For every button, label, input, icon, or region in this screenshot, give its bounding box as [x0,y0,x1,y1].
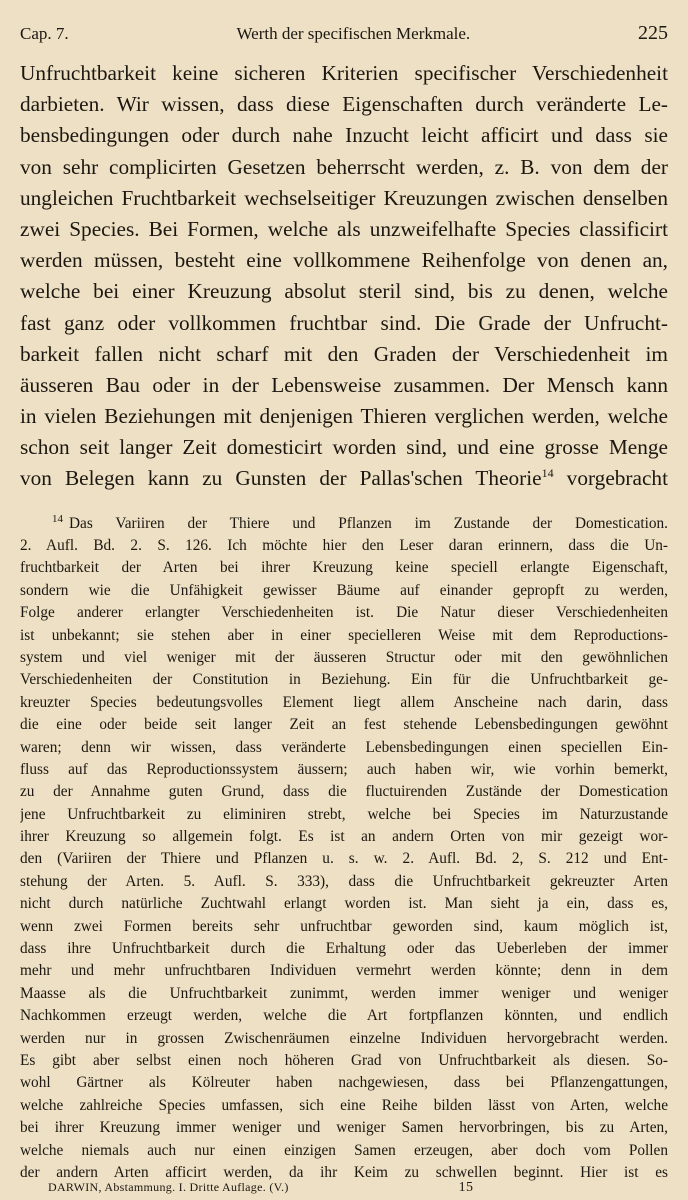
footnote-line [20,580,668,602]
footnote-line [20,893,668,915]
footnote-line [20,692,668,714]
text-line-content: von sehr complicirten Gesetzen beherrscht werden, z. B. von dem der [20,154,668,179]
footnote-line-content: zu der Annahme guten Grund, dass die fluctuirenden Zustände der Domestication [20,783,668,801]
footnote-line-content: nicht durch natürliche Zuchtwahl erlangt worden ist. Man sieht ja ein, dass es, [20,895,668,913]
footnote-line [20,625,668,647]
text-line-content: bensbedingungen oder durch nahe Inzucht leicht afficirt und dass sie [20,123,668,148]
footnote-line-content: 2. Aufl. Bd. 2. S. 126. Ich möchte hier den Leser daran erinnern, dass die Un- [20,537,668,555]
footnote-line [20,983,668,1005]
footnote-line [20,960,668,982]
footnote-line-content: wohl Gärtner als Kölreuter haben nachgewiesen, dass bei Pflanzengattungen, [20,1074,668,1092]
text-line-continuation: vorgebracht [566,466,668,491]
text-line [20,401,668,432]
text-line [20,183,668,214]
footnote-line [20,938,668,960]
text-line [20,276,668,307]
text-line [20,58,668,89]
footnote-line [20,871,668,893]
footnote-line [20,513,668,535]
footnote-line [20,1050,668,1072]
footnote-line [20,1095,668,1117]
footnote-line [20,535,668,557]
footnote-line-content: waren; denn wir wissen, dass veränderte Lebensbedingungen einen speciellen Ein- [20,738,668,756]
text-line-content: äusseren Bau oder in der Lebensweise zusammen. Der Mensch kann [20,372,668,397]
text-line [20,432,668,463]
footnote-line-content: den (Variiren der Thiere und Pflanzen u. s. w. 2. Aufl. Bd. 2, S. 212 und Ent- [20,850,668,868]
text-line [20,370,668,401]
footnote-reference: 14 [541,466,554,481]
text-line [20,308,668,339]
text-line-content: Unfruchtbarkeit keine sicheren Kriterien specifischer Verschiedenheit [20,61,668,85]
text-line [20,214,668,245]
footnote-line [20,759,668,781]
text-line-content: in vielen Beziehungen mit denjenigen Thieren verglichen werden, welche [20,404,668,429]
running-header [20,22,668,56]
footnote-number: 14 [52,512,63,525]
text-line [20,120,668,151]
text-line [20,339,668,370]
footnote-line-content: wenn zwei Formen bereits sehr unfruchtbar geworden sind, kaum möglich ist, [20,917,668,935]
footnote-line-content: system und viel weniger mit der äusseren Structur oder mit den gewöhnlichen [20,648,668,666]
footnote-line-content: bei ihrer Kreuzung immer weniger und weniger Samen hervorbringen, bis zu Arten, [20,1119,668,1137]
footnote-line [20,1140,668,1162]
footnote-line-content: fluss auf das Reproductionssystem äussern; auch haben wir, wie vorhin bemerkt, [20,760,668,778]
footnote-line-content: fruchtbarkeit der Arten bei ihrer Kreuzung keine speciell erlangte Eigenschaft, [20,559,668,577]
text-line-content: welche bei einer Kreuzung absolut steril sind, bis zu denen, welche [20,279,668,304]
text-line-content: fast ganz oder vollkommen fruchtbar sind. Die Grade der Unfrucht- [20,310,668,335]
text-line-content: zwei Species. Bei Formen, welche als unzweifelhafte Species classificirt [20,216,668,241]
footnote-line-content: ist unbekannt; sie stehen aber in einer specielleren Weise mit dem Reproductions- [20,626,668,644]
text-line [20,89,668,120]
page-number: 225 [638,22,668,44]
text-line-content: ungleichen Fruchtbarkeit wechselseitiger Kreuzungen zwischen denselben [20,185,668,210]
text-line [20,152,668,183]
footnote-line-content: mehr und mehr unfruchtbaren Individuen vermehrt werden könnte; denn in dem [20,962,668,980]
footnote-line [20,1005,668,1027]
footnote-line-content: Maasse als die Unfruchtbarkeit zunimmt, werden immer weniger und weniger [20,984,668,1002]
footnote-line-content: Es gibt aber selbst einen noch höheren Grad von Unfruchtbarkeit als diesen. So- [20,1052,668,1069]
text-line-content: barkeit fallen nicht scharf mit den Graden der Verschiedenheit im [20,341,668,366]
footnote-line [20,714,668,736]
text-line-content: werden müssen, besteht eine vollkommene Reihenfolge von denen an, [20,248,668,273]
footnote-line [20,1028,668,1050]
footnote-line [20,557,668,579]
main-text [20,58,668,495]
text-line-content: schon seit langer Zeit domesticirt worden sind, und eine grosse Menge [20,435,668,460]
footnote-line [20,1072,668,1094]
footnote-line [20,602,668,624]
footnote-line-content: werden nur in grossen Zwischenräumen einzelne Individuen hervorgebracht werden. [20,1029,668,1047]
footnote-line [20,848,668,870]
footnote-line [20,826,668,848]
footnote-line-content: stehung der Arten. 5. Aufl. S. 333), dass die Unfruchtbarkeit gekreuzter Arten [20,872,668,890]
page-footer [48,1180,648,1196]
footnote-line-content: Das Variiren der Thiere und Pflanzen im Zustande der Domestication. [69,514,668,532]
footnote-line [20,781,668,803]
footnote-line [20,804,668,826]
footnote-line-content: Folge anderer erlangter Verschiedenheiten ist. Die Natur dieser Verschiedenheiten [20,604,668,622]
footnote-line-content: Verschiedenheiten der Constitution in Beziehung. Ein für die Unfruchtbarkeit ge- [20,671,668,689]
text-line [20,245,668,276]
footnote-line [20,737,668,759]
footnote-line-content: welche zahlreiche Species umfassen, sich eine Reihe bilden lässt von Arten, welche [20,1096,668,1114]
signature-mark: 15 [458,1180,474,1195]
footnote-line-content: der andern Arten afficirt werden, da ihr Keim zu schwellen beginnt. Hier ist es [20,1163,668,1181]
text-line [20,463,668,494]
footnote-line-content: welche niemals auch nur einen einzigen Samen erzeugen, aber doch vom Pollen [20,1141,668,1159]
footnote-line-content: kreuzter Species bedeutungsvolles Element liegt allem Anscheine nach darin, dass [20,693,668,711]
footnote-line-content: sondern wie die Unfähigkeit gewisser Bäume auf einander gepropft zu werden, [20,581,668,599]
footnote-line-content: dass ihre Unfruchtbarkeit durch die Erhaltung oder das Ueberleben der immer [20,940,668,958]
footer-imprint: DARWIN, Abstammung. I. Dritte Auflage. (V.) [48,1180,289,1194]
footnote-line [20,916,668,938]
footnote-line [20,647,668,669]
chapter-label: Cap. 7. [20,24,69,43]
footnote [20,513,668,1185]
footnote-line-content: die eine oder beide seit langer Zeit an fest stehende Lebensbedingungen gewöhnt [20,716,668,734]
text-line-content: darbieten. Wir wissen, dass diese Eigenschaften durch veränderte Le- [20,92,668,117]
footnote-line-content: Nachkommen erzeugt werden, welche die Art fortpflanzen könnten, und endlich [20,1007,668,1025]
footnote-line [20,669,668,691]
footnote-line [20,1117,668,1139]
footnote-line-content: ihrer Kreuzung so allgemein folgt. Es ist an andern Orten von mir gezeigt wor- [20,828,668,846]
text-line-content: von Belegen kann zu Gunsten der Pallas'schen Theorie [20,466,542,491]
running-title: Werth der specifischen Merkmale. [236,24,471,43]
footnote-line-content: jene Unfruchtbarkeit zu eliminiren strebt, welche bei Species im Naturzustande [20,805,668,823]
